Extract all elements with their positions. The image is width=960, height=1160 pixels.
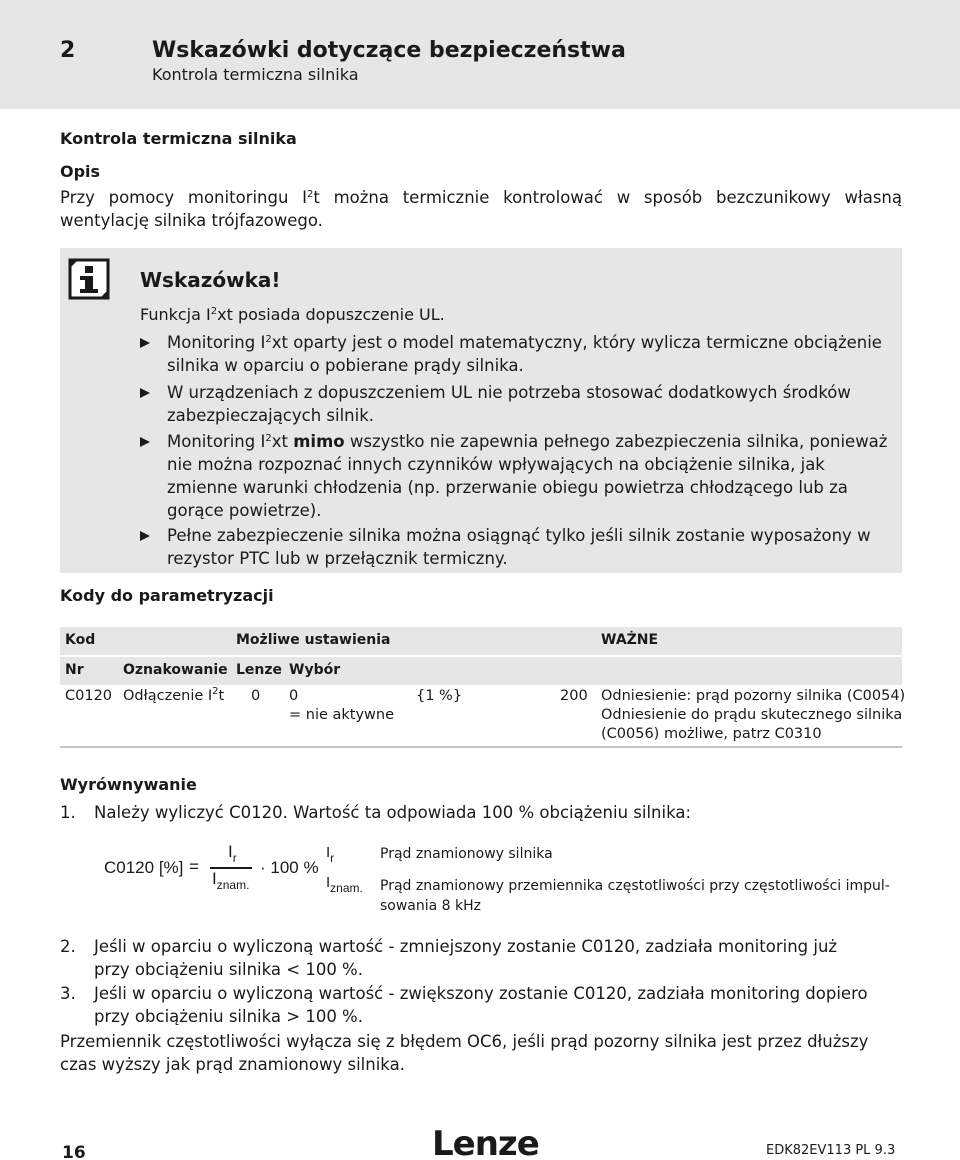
step-1-number: 1. [60,803,76,822]
note-title: Wskazówka! [140,268,281,292]
chapter-number: 2 [60,38,76,63]
cell-nr: C0120 [65,688,113,704]
document-code: EDK82EV113 PL 9.3 [766,1143,896,1158]
step-2-number: 2. [60,937,76,956]
formula-times: · 100 % [260,858,319,877]
formula-numerator: $I_r$ [228,842,237,865]
note-intro: Funkcja $I^2xt$ posiada dopuszczenie UL. [140,305,445,324]
chapter-subtitle: Kontrola termiczna silnika [152,65,359,84]
col-mozliwe-ustawienia: Możliwe ustawienia [236,632,391,648]
note-bullet: W urządzeniach z dopuszczeniem UL nie potrzeba stosować dodatkowych środków zabezpieczających silnik. [140,381,890,427]
table-header-row-2 [60,657,902,685]
cell-wazne-line: Odniesienie do prądu skutecznego silnika [601,707,903,723]
description-heading: Opis [60,162,101,181]
page-number: 16 [62,1143,86,1160]
step-3-line: Jeśli w oparciu o wyliczoną wartość - zwiększony zostanie C0120, zadziała monitoring dopiero [94,984,868,1003]
table-bottom-rule [60,746,902,748]
note-bullet: Monitoring $I^2xt$ mimo wszystko nie zapewnia pełnego zabezpieczenia silnika, ponieważ nie można rozpoznać innych czynników wpływających na obciążenie silnika, jak zmienne warunki chłodzenia (np. przerwanie obiegu powietrza chłodzącego lub za gorące powietrze). [140,430,890,522]
col-wybor: Wybór [289,662,341,678]
col-lenze: Lenze [236,662,283,678]
chapter-title: Wskazówki dotyczące bezpieczeństwa [152,38,626,63]
cell-lenze: 0 [251,688,261,704]
bullet-arrow-icon [140,531,150,541]
col-wazne: WAŻNE [601,632,659,648]
cell-wazne-line: (C0056) możliwe, patrz C0310 [601,726,822,742]
cell-wazne-line: Odniesienie: prąd pozorny silnika (C0054) [601,688,906,704]
final-note-line: Przemiennik częstotliwości wyłącza się z błędem OC6, jeśli prąd pozorny silnika jest przez dłuższy [60,1032,869,1051]
formula-lhs: C0120 [%] [104,858,184,877]
calibration-heading: Wyrównywanie [60,775,197,794]
bullet-arrow-icon [140,437,150,447]
note-bullet: Pełne zabezpieczenie silnika można osiągnąć tylko jeśli silnik zostanie wyposażony w rezystor PTC lub w przełącznik termiczny. [140,524,890,570]
lenze-logo: Lenze [432,1124,539,1160]
section-title: Kontrola termiczna silnika [60,129,297,148]
step-2-line: Jeśli w oparciu o wyliczoną wartość - zmniejszony zostanie C0120, zadziała monitoring już [94,937,838,956]
bullet-arrow-icon [140,388,150,398]
legend-desc: Prąd znamionowy silnika [380,846,553,862]
cell-min-note: = nie aktywne [289,707,395,723]
step-2-line: przy obciążeniu silnika < 100 %. [94,960,363,979]
cell-min: 0 [289,688,299,704]
col-nr: Nr [65,662,84,678]
col-kod: Kod [65,632,96,648]
note-box [60,248,902,573]
params-heading: Kody do parametryzacji [60,586,274,605]
info-icon [68,258,110,300]
cell-oznakowanie: Odłączenie $I^2t$ [123,686,225,704]
table-header-row-1 [60,627,902,655]
final-note-line: czas wyższy jak prąd znamionowy silnika. [60,1055,405,1074]
bullet-arrow-icon [140,338,150,348]
step-3-number: 3. [60,984,76,1003]
table-row [60,685,906,747]
step-3-line: przy obciążeniu silnika > 100 %. [94,1007,363,1026]
formula-denominator: $I_{znam.}$ [212,869,250,892]
cell-max: 200 [560,688,588,704]
step-1-text: Należy wyliczyć C0120. Wartość ta odpowiada 100 % obciążeniu silnika: [94,803,692,822]
formula-equals: = [189,857,199,876]
legend-desc: Prąd znamionowy przemiennika częstotliwości przy częstotliwości impul- [380,878,890,894]
cell-step: {1 %} [416,688,463,704]
legend-symbol: $I_{znam.}$ [326,874,363,895]
col-oznakowanie: Oznakowanie [123,662,228,678]
legend-desc-cont: sowania 8 kHz [380,898,482,914]
note-bullet: Monitoring $I^2xt$ oparty jest o model matematyczny, który wylicza termiczne obciążenie silnika w oparciu o pobierane prądy silnika. [140,331,890,377]
legend-symbol: $I_r$ [326,844,335,865]
description-text: Przy pomocy monitoringu $I^2t$ można termicznie kontrolować w sposób bezczunikowy własną wentylację silnika trójfazowego. [60,188,903,230]
